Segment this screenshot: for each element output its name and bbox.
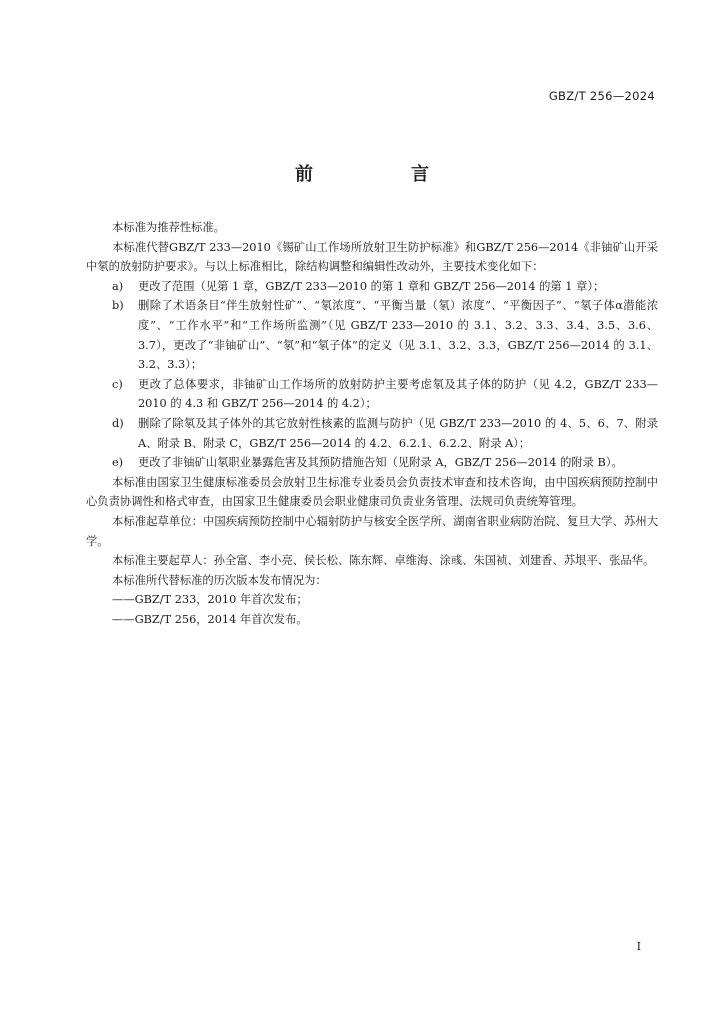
page-number: I [636,940,641,953]
change-item [86,277,658,297]
standard-code: GBZ/T 256—2024 [548,89,655,103]
paragraph-replaces: 本标准代替GBZ/T 233—2010《锡矿山工作场所放射卫生防护标准》和GBZ/T 256—2014《非铀矿山开采中氡的放射防护要求》。与以上标准相比，除结构调整和编辑性改动外，主要技术变化如下： [86,240,658,274]
change-item-text: 更改了范围（见第 1 章，GBZ/T 233—2010 的第 1 章和 GBZ/T 256—2014 的第 1 章）； [138,279,605,293]
change-item-text: 删除了除氡及其子体外的其它放射性核素的监测与防护（见 GBZ/T 233—2010 的 4、5、6、7、附录 A、附录 B、附录 C，GBZ/T 256—2014 的 4.2、6.2.1、6.2.2、附录 A）； [138,416,658,450]
page-title: 前 言 [295,164,469,185]
foreword-body [86,218,658,629]
history-item: ——GBZ/T 233，2010 年首次发布； [112,593,308,607]
change-item-label: d) [112,416,124,430]
paragraph-drafting-units: 本标准起草单位：中国疾病预防控制中心辐射防护与核安全医学所、湖南省职业病防治院、复旦大学、苏州大学。 [86,514,658,548]
change-item-text: 更改了非铀矿山氡职业暴露危害及其预防措施告知（见附录 A，GBZ/T 256—2014 的附录 B）。 [138,456,623,470]
change-item-text: 删除了术语条目“伴生放射性矿”、“氡浓度”、“平衡当量（氡）浓度”、“平衡因子”、“氡子体α潜能浓度”、“工作水平”和“工作场所监测”（见 GBZ/T 233—2010 的 3.1、3.2、3.3、3.4、3.5、3.6、3.7），更改了“非铀矿山”、“氡”和“氡子体”的定义（见 3.1、3.2、3.3，GBZ/T 256—2014 的 3.1、3.2、3.3）； [138,299,658,372]
change-item-text: 更改了总体要求，非铀矿山工作场所的放射防护主要考虑氡及其子体的防护（见 4.2，GBZ/T 233—2010 的 4.3 和 GBZ/T 256—2014 的 4.2）； [138,377,658,411]
paragraph-drafters: 本标准主要起草人：孙全富、李小亮、侯长松、陈东辉、卓维海、涂彧、朱国祯、刘建香、苏垠平、张品华。 [112,554,655,568]
paragraph-history-intro: 本标准所代替标准的历次版本发布情况为： [112,573,327,587]
change-item-label: e) [112,456,124,470]
change-item [86,375,658,414]
change-item [86,414,658,453]
change-item [86,296,658,374]
change-item-label: b) [112,299,124,313]
change-item [86,453,658,473]
paragraph-committee: 本标准由国家卫生健康标准委员会放射卫生标准专业委员会负责技术审查和技术咨询，由中国疾病预防控制中心负责协调性和格式审查，由国家卫生健康委员会职业健康司负责业务管理、法规司负责统筹管理。 [86,475,658,509]
history-item: ——GBZ/T 256，2014 年首次发布。 [112,612,308,626]
change-item-label: c) [112,377,123,391]
paragraph-recommended: 本标准为推荐性标准。 [112,221,225,234]
change-item-label: a) [112,279,124,293]
